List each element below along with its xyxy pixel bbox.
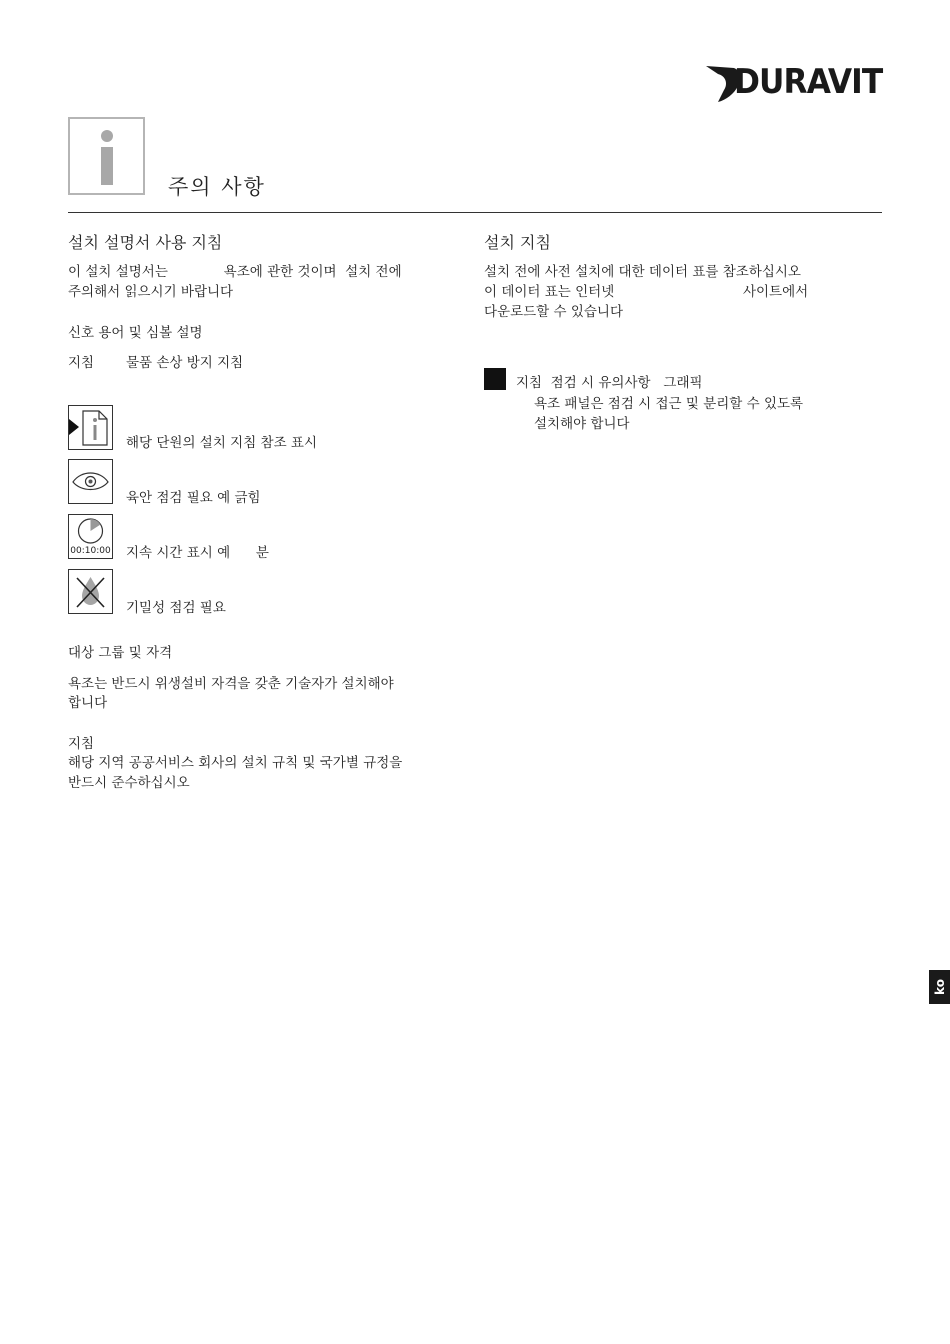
note-label: 지침: [68, 355, 95, 371]
target-text-line-2: 합니다: [68, 695, 108, 711]
note2-text-line-2: 반드시 준수하십시오: [68, 775, 190, 791]
inspection-text-line-1: 욕조 패널은 점검 시 접근 및 분리할 수 있도록: [534, 396, 804, 412]
inspection-text-line-2: 설치해야 합니다: [534, 416, 630, 432]
note-text: 물품 손상 방지 지침: [126, 355, 244, 371]
header-divider: [68, 212, 882, 213]
symbol-label-leak: 기밀성 점검 필요: [126, 600, 226, 616]
note2-label: 지침: [68, 736, 95, 752]
install-heading: 설치 지침: [484, 233, 551, 252]
install-text-line-1: 설치 전에 사전 설치에 대한 데이터 표를 참조하십시오: [484, 264, 801, 280]
usage-text-line-2: 주의해서 읽으시기 바랍니다: [68, 284, 234, 300]
symbol-label-eye: 육안 점검 필요 예 긁힘: [126, 490, 261, 506]
clock-time-text: 00:10:00: [70, 546, 111, 556]
info-box: [68, 117, 145, 195]
eye-icon: [68, 459, 113, 504]
language-tab-label: ko: [932, 979, 947, 995]
symbol-label-clock: 지속 시간 표시 예 분: [126, 545, 269, 561]
target-text-line-1: 욕조는 반드시 위생설비 자격을 갖춘 기술자가 설치해야: [68, 676, 394, 692]
usage-heading: 설치 설명서 사용 지침: [68, 233, 223, 252]
info-document-icon: [68, 405, 113, 450]
leak-check-icon: [68, 569, 113, 614]
duravit-logo: [704, 60, 890, 104]
install-text-line-3: 다운로드할 수 있습니다: [484, 304, 623, 320]
clock-icon: [68, 514, 113, 559]
page-title: 주의 사항: [168, 175, 266, 199]
install-text-line-2: 이 데이터 표는 인터넷 사이트에서: [484, 284, 809, 300]
signal-heading: 신호 용어 및 심볼 설명: [68, 325, 203, 341]
language-tab: [929, 970, 950, 1004]
symbol-label-info: 해당 단원의 설치 지침 참조 표시: [126, 435, 317, 451]
note2-text-line-1: 해당 지역 공공서비스 회사의 설치 규칙 및 국가별 규정을: [68, 755, 403, 771]
inspection-marker-icon: [484, 368, 506, 390]
target-heading: 대상 그룹 및 자격: [68, 645, 173, 661]
logo-wordmark: DURAVIT: [734, 62, 883, 102]
usage-text-line-1: 이 설치 설명서는 욕조에 관한 것이며 설치 전에: [68, 264, 402, 280]
inspection-title: 지침 점검 시 유의사항 그래픽: [516, 375, 703, 391]
info-icon: [70, 119, 143, 193]
